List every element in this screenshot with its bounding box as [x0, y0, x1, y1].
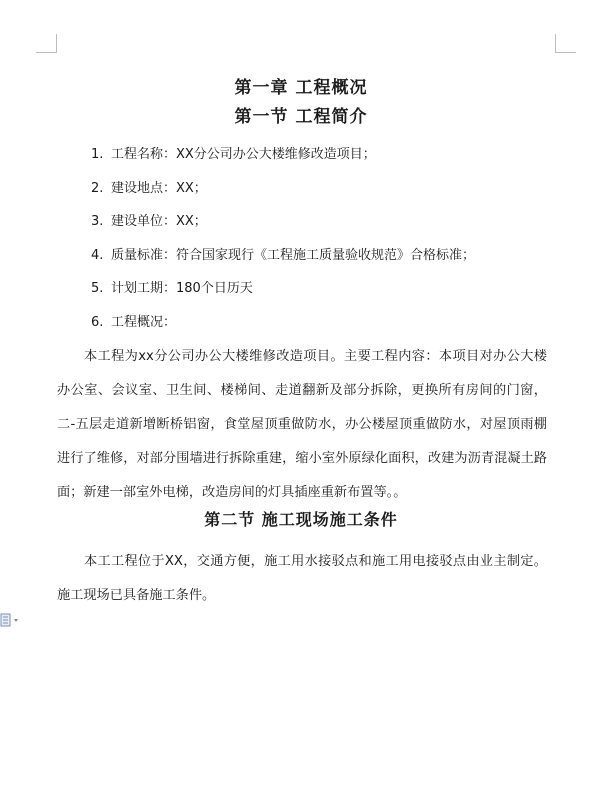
list-item	[91, 247, 561, 281]
item-number: 1.	[91, 147, 104, 162]
section-title-2: 第二节 施工现场施工条件	[204, 510, 398, 529]
item-text: 建设单位：XX；	[111, 214, 207, 229]
list-item	[91, 213, 561, 247]
list-item	[91, 280, 561, 314]
item-number: 6.	[91, 314, 104, 330]
document-options-icon[interactable]	[0, 612, 22, 628]
conditions-paragraph: 本工工程位于XX，交通方便，施工用水接驳点和施工用电接驳点由业主制定。施工现场已具备施工条件。	[57, 554, 547, 603]
item-number: 2.	[91, 180, 104, 196]
item-text: 计划工期：180个日历天	[111, 281, 253, 296]
item-text: 工程概况：	[111, 314, 177, 330]
chapter-title: 第一章 工程概况	[234, 78, 368, 98]
list-item	[91, 180, 561, 214]
item-number: 5.	[91, 281, 104, 296]
item-text: 质量标准：符合国家现行《工程施工质量验收规范》合格标准；	[111, 247, 476, 263]
crop-mark-top-right	[555, 34, 576, 53]
item-text: 工程名称：XX分公司办公大楼维修改造项目；	[111, 147, 376, 162]
item-number: 3.	[91, 214, 104, 229]
crop-mark-top-left	[36, 34, 57, 53]
item-number: 4.	[91, 247, 104, 263]
section-title-1: 第一节 工程简介	[234, 107, 368, 127]
list-item	[91, 146, 561, 180]
overview-paragraph: 本工程为xx分公司办公大楼维修改造项目。主要工程内容：本项目对办公大楼办公室、会议室、卫生间、楼梯间、走道翻新及部分拆除，更换所有房间的门窗，二-五层走道新增断桥铝窗，食堂屋顶重做防水，办公楼屋顶重做防水，对屋顶雨棚进行了维修，对部分围墙进行拆除重建，缩小室外原绿化面积，改建为沥青混凝土路面；新建一部室外电梯，改造房间的灯具插座重新布置等。。	[57, 349, 547, 500]
project-info-list	[91, 146, 561, 347]
item-text: 建设地点：XX；	[111, 180, 207, 196]
